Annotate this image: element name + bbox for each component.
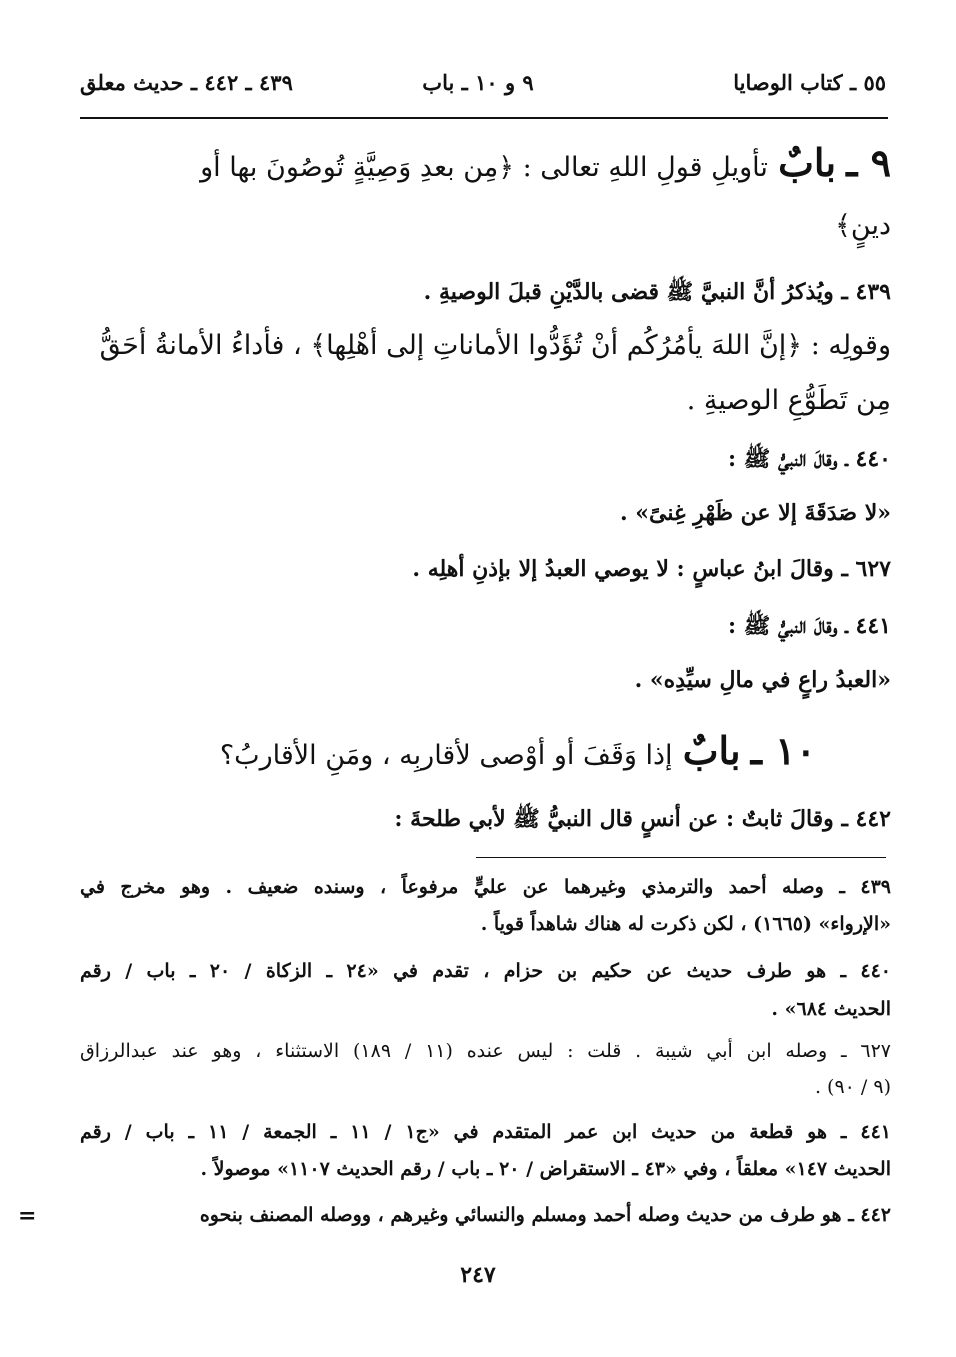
bab-9-title-line1: تأويلِ قولِ اللهِ تعالى : ﴿مِن بعدِ وَصِيَّةٍ تُوصُونَ بها أو	[200, 152, 768, 183]
bab-9-word: بابٌ	[778, 140, 837, 185]
hadith-440-text: «لا صَدَقَةَ إلا عن ظَهْرِ غِنىً» .	[619, 500, 891, 526]
footnote-rule	[476, 857, 886, 858]
running-header-chapter: ٥٥ ـ كتاب الوصايا	[733, 70, 886, 95]
continuation-mark: =	[18, 1203, 37, 1229]
bab-10-heading	[80, 728, 816, 773]
bab-9-heading	[80, 140, 891, 185]
athar-627: ٦٢٧ ـ وقالَ ابنُ عباسٍ : لا يوصي العبدُ إلا بإذنِ أهلِه .	[412, 556, 891, 582]
footnote-442-line1: ٤٤٢ ـ هو طرف من حديث وصله أحمد ومسلم والنسائي وغيرهم ، ووصله المصنف بنحوه	[199, 1204, 891, 1226]
footnote-440-line1: ٤٤٠ ـ هو طرف حديث عن حكيم بن حزام ، تقدم في «٢٤ ـ الزكاة / ٢٠ ـ باب / رقم	[80, 960, 891, 982]
footnote-439-line2: «الإرواء» (١٦٦٥) ، لكن ذكرت له هناك شاهداً قوياً .	[480, 913, 891, 935]
hadith-442: ٤٤٢ ـ وقالَ ثابتٌ : عن أنسٍ قال النبيُّ ﷺ لأبي طلحةَ :	[394, 806, 891, 832]
footnote-440-line2: الحديث ٦٨٤» .	[771, 998, 891, 1020]
quote-line1: وقولِه : ﴿إنَّ اللهَ يأمُرُكُم أنْ تُؤَدُّوا الأماناتِ إلى أهْلِها﴾ ، فأداءُ الأمانةُ أحَقُّ	[99, 330, 891, 361]
bab-9-number: ٩ ـ	[846, 140, 891, 185]
header-rule	[80, 117, 888, 119]
running-header-hadith-range: ٤٣٩ ـ ٤٤٢ ـ حديث معلق	[80, 70, 293, 95]
bab-10-word: بابٌ	[682, 728, 741, 773]
footnote-441-line2: الحديث ١٤٧» معلقاً ، وفي «٤٣ ـ الاستقراض / ٢٠ ـ باب / رقم الحديث ١١٠٧» موصولاً .	[200, 1158, 891, 1180]
footnote-627-line1: ٦٢٧ ـ وصله ابن أبي شيبة . قلت : ليس عنده (١١ / ١٨٩) الاستثناء ، وهو عند عبدالرزاق	[80, 1040, 892, 1062]
footnote-441-line1: ٤٤١ ـ هو قطعة من حديث ابن عمر المتقدم في «ج١ / ١١ ـ الجمعة / ١١ ـ باب / رقم	[80, 1121, 891, 1143]
hadith-440-intro: ٤٤٠ ـ وقالَ النبيُّ ﷺ :	[727, 446, 891, 472]
hadith-441-intro: ٤٤١ ـ وقالَ النبيُّ ﷺ :	[727, 613, 891, 639]
running-header-sections: ٩ و ١٠ ـ باب	[422, 70, 534, 95]
quote-line2: مِن تَطَوُّعِ الوصيةِ .	[686, 385, 891, 416]
footnote-439-line1: ٤٣٩ ـ وصله أحمد والترمذي وغيرهما عن عليٍّ مرفوعاً ، وسنده ضعيف . وهو مخرج في	[80, 876, 891, 898]
bab-10-number: ١٠ ـ	[750, 728, 816, 773]
hadith-441-text: «العبدُ راعٍ في مالِ سيِّدِه» .	[634, 667, 891, 693]
page-number: ٢٤٧	[460, 1262, 496, 1288]
bab-9-title-line2: دينٍ﴾	[835, 210, 891, 241]
hadith-439: ٤٣٩ ـ ويُذكرُ أنَّ النبيَّ ﷺ قضى بالدَّيْنِ قبلَ الوصيةِ .	[423, 279, 891, 305]
bab-10-title: إذا وَقَفَ أو أوْصى لأقاربِه ، ومَنِ الأقاربُ؟	[219, 740, 673, 771]
footnote-627-line2: (٩ / ٩٠) .	[814, 1076, 891, 1098]
